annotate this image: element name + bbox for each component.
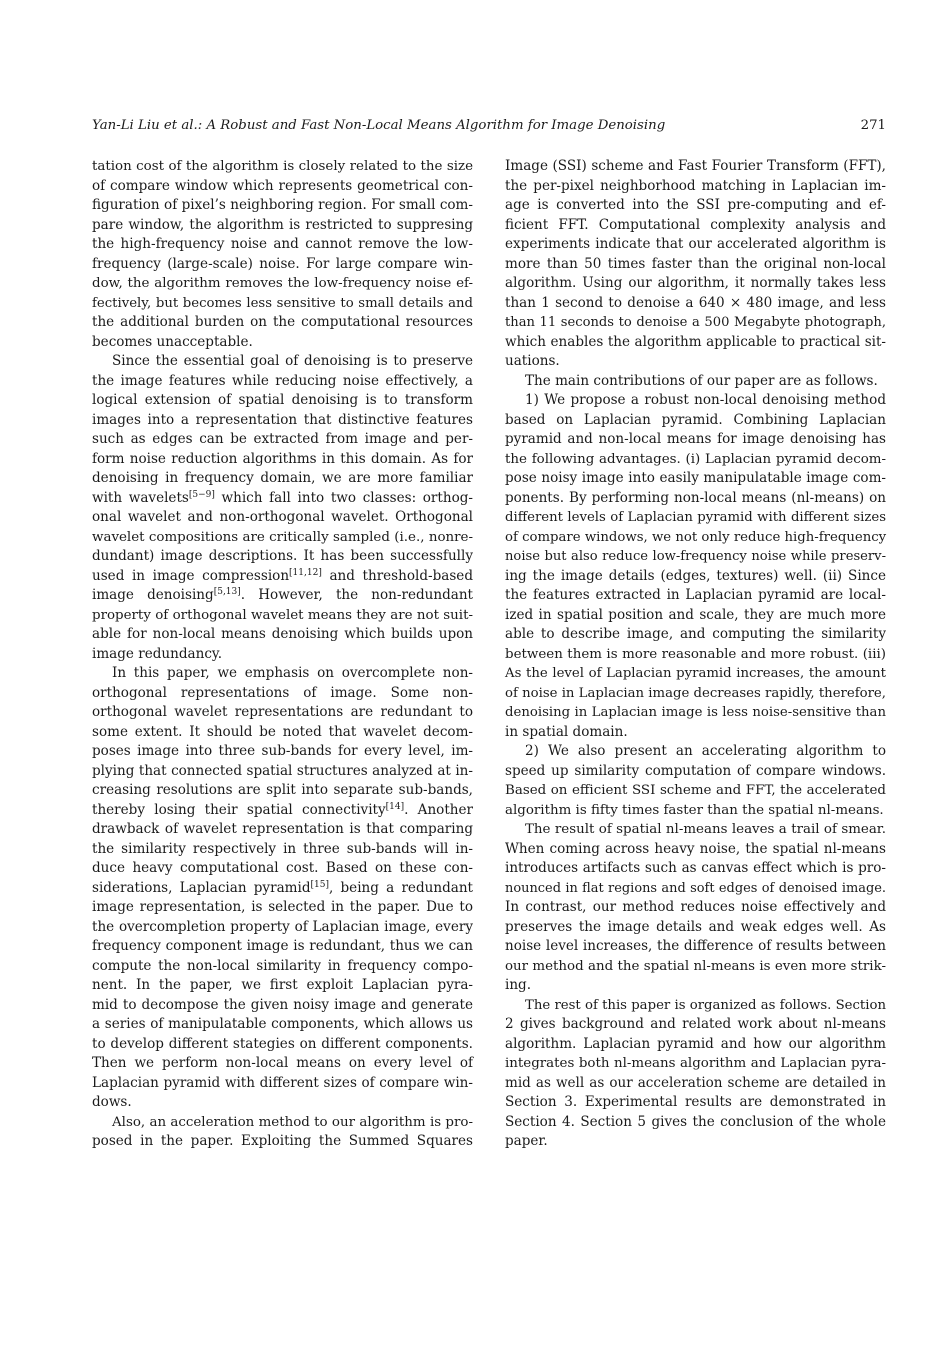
text-line-content: posed in the paper. Exploiting the Summed Squares [92,1133,473,1149]
text-line [92,391,473,411]
text-line-content: Section 4. Section 5 gives the conclusion of the whole [505,1113,886,1130]
text-line-content: pose noisy image into easily manipulatable image com- [505,470,886,486]
text-line-continuation: which fall into two classes: orthog- [214,489,473,506]
text-line [92,840,473,860]
text-line-content: which enables the algorithm applicable to practical sit- [505,333,886,350]
text-line-content: able to describe image, and computing the similarity [505,626,886,642]
text-line-content: fectively, but becomes less sensitive to small details and [92,295,473,311]
text-line-content: introduces artifacts such as canvas effect which is pro- [505,860,886,876]
text-line-content: form noise reduction algorithms in this domain. As for [92,450,473,467]
text-line [92,196,473,216]
text-line [92,1113,473,1133]
text-line-content: Also, an acceleration method to our algorithm is pro- [112,1114,473,1130]
text-line-content: As the level of Laplacian pyramid increases, the amount [505,666,886,681]
text-line-content: denoising in frequency domain, we are more familiar [92,470,473,486]
text-line-content: ing. [505,977,532,993]
text-line [505,742,886,762]
text-line-content: figuration of pixel’s neighboring region. For small com- [92,197,473,213]
text-line-content: uations. [505,353,560,369]
text-line [92,216,473,236]
text-line-content: ing the image details (edges, textures) well. (ii) Since [505,567,886,584]
text-line [92,177,473,197]
text-line-content: thereby losing their spatial connectivity [92,801,386,818]
text-line-content: When coming across heavy noise, the spatial nl-means [505,840,886,857]
citation-superscript: [14] [385,801,405,812]
text-line-content: able for non-local means denoising which builds upon [92,626,473,642]
text-line [505,996,886,1016]
text-line-content: the overcompletion property of Laplacian image, every [92,918,473,935]
text-line [505,469,886,489]
text-line-content: a series of manipulatable components, which allows us [92,1016,473,1032]
text-line [92,157,473,177]
text-line-content: frequency (large-scale) noise. For large compare win- [92,255,473,272]
text-line-content: ponents. By performing non-local means (nl-means) on [505,489,886,506]
text-line [505,1035,886,1055]
text-line [505,196,886,216]
text-line-content: mid as well as our acceleration scheme are detailed in [505,1074,886,1091]
text-line-content: than 11 seconds to denoise a 500 Megabyte photograph, [505,315,886,330]
text-line [505,762,886,782]
citation-superscript: [11,12] [289,567,322,578]
text-line [505,918,886,938]
text-line [92,508,473,528]
text-line [505,547,886,567]
text-line [92,547,473,567]
text-line [505,645,886,665]
text-line-content: some extent. It should be noted that wavelet decom- [92,723,473,740]
text-line [505,372,886,392]
text-line [505,1093,886,1113]
text-line-content: image redundancy. [92,645,223,662]
text-line-content: Since the essential goal of denoising is to preserve [112,353,473,369]
text-line-content: our method and the spatial nl-means is even more strik- [505,958,886,974]
text-line-content: mid to decompose the given noisy image and generate [92,996,473,1013]
text-line-content: The main contributions of our paper are as follows. [525,372,878,389]
text-line-content: orthogonal wavelet representations are redundant to [92,704,473,720]
text-line [92,976,473,996]
text-line-content: used in image compression [92,567,290,584]
text-line [505,274,886,294]
text-line [505,859,886,879]
text-line [92,528,473,548]
text-line-continuation: . Another [404,801,473,818]
text-line [92,430,473,450]
text-line [505,723,886,743]
text-line-content: paper. [505,1133,548,1149]
text-line-content: Image (SSI) scheme and Fast Fourier Transform (FFT), [505,158,886,174]
text-line-content: denoising in Laplacian image is less noise-sensitive than [505,705,886,720]
text-line [92,937,473,957]
text-line-content: image representation, is selected in the paper. Due to [92,899,473,915]
text-line-content: nent. In the paper, we first exploit Laplacian pyra- [92,977,473,993]
text-line-content: with wavelets [92,489,189,506]
text-line-content: the image features while reducing noise effectively, a [92,372,473,389]
text-line [505,606,886,626]
text-line-continuation: and threshold-based [321,567,473,584]
text-line [505,937,886,957]
text-line-content: creasing resolutions are split into separate sub-bands, [92,782,473,798]
text-line-content: the features extracted in Laplacian pyramid are local- [505,587,886,603]
text-line-content: the high-frequency noise and cannot remove the low- [92,236,473,252]
text-line-content: speed up similarity computation of compare windows. [505,762,886,779]
text-line-content: such as edges can be extracted from image and per- [92,431,473,447]
text-line-content: in spatial domain. [505,723,628,740]
text-line [92,957,473,977]
citation-superscript: [15] [310,879,329,890]
text-line [92,567,473,587]
running-title: Yan-Li Liu et al.: A Robust and Fast Non-Local Means Algorithm for Image Denoising [92,118,666,133]
text-line [92,333,473,353]
left-column [92,157,473,1152]
text-line [92,801,473,821]
text-line-content: The rest of this paper is organized as follows. Section [525,997,886,1013]
text-line [505,313,886,333]
text-line [92,859,473,879]
text-line [92,1035,473,1055]
text-line-content: siderations, Laplacian pyramid [92,879,311,896]
text-line-content: integrates both nl-means algorithm and Laplacian pyra- [505,1056,886,1071]
text-line [92,918,473,938]
text-line-content: between them is more reasonable and more robust. (iii) [505,646,886,662]
text-line [92,898,473,918]
text-line-content: onal wavelet and non-orthogonal wavelet. Orthogonal [92,509,473,525]
text-line [505,1015,886,1035]
text-line-content: In this paper, we emphasis on overcomplete non- [112,665,473,681]
text-line-content: of noise in Laplacian image decreases rapidly, therefore, [505,685,886,701]
text-line-content: Based on efficient SSI scheme and FFT, the accelerated [505,783,886,798]
text-line [92,255,473,275]
text-line [505,333,886,353]
text-line [92,762,473,782]
text-line [92,1132,473,1152]
text-line-content: becomes unacceptable. [92,333,253,350]
text-line [505,898,886,918]
running-header [92,116,886,136]
text-line [505,1074,886,1094]
text-line-content: nounced in flat regions and soft edges of denoised image. [505,880,886,896]
text-line [92,411,473,431]
text-line-content: orthogonal representations of image. Some non- [92,684,473,701]
text-line-content: logical extension of spatial denoising is to transform [92,392,473,408]
text-line [505,1054,886,1074]
text-line [505,801,886,821]
text-line-content: poses image into three sub-bands for every level, im- [92,743,473,759]
text-line [505,703,886,723]
text-line [92,235,473,255]
text-line [505,235,886,255]
text-line-continuation: . However, the non-redundant [240,587,474,603]
text-line [92,1054,473,1074]
text-line-content: plying that connected spatial structures analyzed at in- [92,762,473,779]
text-line [92,781,473,801]
text-line [505,255,886,275]
text-line-content: experiments indicate that our accelerated algorithm is [505,236,886,252]
text-line [92,742,473,762]
text-line [92,1074,473,1094]
text-line-content: In contrast, our method reduces noise effectively and [505,899,886,915]
text-line-content: the additional burden on the computational resources [92,314,473,330]
text-line [92,684,473,704]
text-line [92,723,473,743]
page-number: 271 [860,118,886,133]
right-column [505,157,886,1152]
text-line [505,957,886,977]
text-line [92,352,473,372]
text-line [92,879,473,899]
text-line [92,372,473,392]
text-line [505,430,886,450]
text-line-content: Laplacian pyramid with different sizes of compare win- [92,1074,473,1091]
text-line-content: of compare windows, we not only reduce high-frequency [505,529,887,545]
text-line [505,879,886,899]
text-line [505,567,886,587]
text-line-content: than 1 second to denoise a 640 × 480 image, and less [505,294,886,311]
text-line [505,781,886,801]
text-line-continuation: , being a redundant [328,879,473,896]
text-line-content: different levels of Laplacian pyramid with different sizes [505,510,886,525]
text-line [505,508,886,528]
text-line-content: ized in spatial position and scale, they are much more [505,606,886,623]
text-line-content: drawback of wavelet representation is that comparing [92,821,473,837]
text-line-content: dundant) image descriptions. It has been successfully [92,548,473,564]
text-line-content: noise but also reduce low-frequency noise while preserv- [505,549,886,564]
text-line-content: to develop different stategies on different components. [92,1035,473,1052]
text-line [92,1093,473,1113]
text-line-content: the per-pixel neighborhood matching in Laplacian im- [505,177,886,194]
text-line-content: algorithm. Using our algorithm, it normally takes less [505,275,886,291]
text-line [505,177,886,197]
text-line [505,411,886,431]
text-line-content: preserves the image details and weak edges well. As [505,918,886,935]
text-line-content: algorithm. Laplacian pyramid and how our algorithm [505,1035,886,1052]
text-line-content: compute the non-local similarity in frequency compo- [92,957,473,974]
text-line [92,645,473,665]
text-line [92,664,473,684]
text-line-content: the similarity respectively in three sub-bands will in- [92,840,473,857]
text-line [505,684,886,704]
text-line-content: algorithm is fifty times faster than the spatial nl-means. [505,802,884,818]
text-line [505,586,886,606]
text-line [505,820,886,840]
text-line [505,294,886,314]
text-line-content: Section 3. Experimental results are demonstrated in [505,1094,886,1110]
text-line-content: the following advantages. (i) Laplacian pyramid decom- [505,451,886,467]
text-line [92,625,473,645]
text-line [92,1015,473,1035]
text-line-content: image denoising [92,587,214,603]
text-line [92,450,473,470]
text-line-content: tation cost of the algorithm is closely related to the size [92,159,473,174]
text-line-content: 2 gives background and related work about nl-means [505,1016,886,1032]
text-line-content: of compare window which represents geometrical con- [92,177,473,194]
text-line [505,840,886,860]
text-line [505,664,886,684]
text-line [92,489,473,509]
text-line-content: pare window, the algorithm is restricted to suppresing [92,216,473,233]
text-line [92,274,473,294]
text-line [92,703,473,723]
text-line-content: based on Laplacian pyramid. Combining Laplacian [505,411,886,428]
text-line [92,996,473,1016]
text-line-content: frequency component image is redundant, thus we can [92,938,473,954]
text-line [92,586,473,606]
text-line [505,528,886,548]
text-line-content: wavelet compositions are critically sampled (i.e., nonre- [92,529,473,545]
text-line [505,391,886,411]
citation-superscript: [5,13] [213,587,241,597]
text-line [505,625,886,645]
text-line-content: dow, the algorithm removes the low-frequency noise ef- [92,276,473,291]
text-line [505,216,886,236]
text-line-content: The result of spatial nl-means leaves a trail of smear. [525,822,886,837]
text-line-content: noise level increases, the difference of results between [505,938,886,954]
text-line-content: duce heavy computational cost. Based on these con- [92,860,473,876]
text-line [505,352,886,372]
text-line [505,1113,886,1133]
text-line-content: property of orthogonal wavelet means they are not suit- [92,607,473,623]
text-line [505,157,886,177]
text-line-content: dows. [92,1094,132,1110]
text-line [92,820,473,840]
citation-superscript: [5−9] [188,489,215,500]
text-line [505,489,886,509]
text-line [92,469,473,489]
text-line-content: age is converted into the SSI pre-computing and ef- [505,197,886,213]
text-line [92,606,473,626]
text-line [92,313,473,333]
text-line-content: pyramid and non-local means for image denoising has [505,431,886,447]
text-line [505,450,886,470]
text-line-content: images into a representation that distinctive features [92,411,473,428]
text-line-content: ficient FFT. Computational complexity analysis and [505,216,886,233]
text-line-content: more than 50 times faster than the original non-local [505,255,886,272]
text-line-content: 2) We also present an accelerating algorithm to [525,743,886,759]
text-line [505,976,886,996]
text-line [92,294,473,314]
text-line-content: 1) We propose a robust non-local denoising method [525,392,886,408]
text-line-content: Then we perform non-local means on every level of [92,1055,473,1071]
text-line [505,1132,886,1152]
